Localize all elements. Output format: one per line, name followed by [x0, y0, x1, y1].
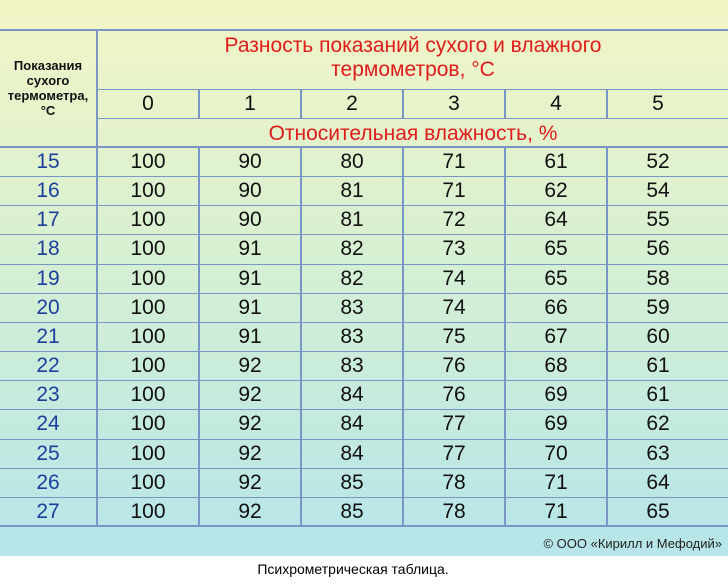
- humidity-cell: 66: [544, 296, 568, 319]
- copyright: © ООО «Кирилл и Мефодий»: [543, 536, 722, 551]
- humidity-cell: 52: [646, 150, 670, 173]
- humidity-cell: 82: [340, 237, 364, 260]
- humidity-cell: 78: [442, 471, 466, 494]
- dry-temp-cell: 17: [36, 208, 60, 231]
- humidity-cell: 77: [442, 412, 466, 435]
- humidity-cell: 61: [646, 354, 670, 377]
- humidity-cell: 100: [130, 150, 166, 173]
- humidity-cell: 80: [340, 150, 364, 173]
- humidity-cell: 91: [238, 267, 262, 290]
- row-header-line: Показания: [13, 58, 83, 73]
- difference-header: 3: [448, 92, 460, 115]
- humidity-cell: 83: [340, 296, 364, 319]
- humidity-cell: 65: [544, 267, 568, 290]
- humidity-cell: 64: [544, 208, 568, 231]
- table-subtitle: Относительная влажность, %: [268, 122, 558, 145]
- humidity-cell: 65: [544, 237, 568, 260]
- humidity-cell: 100: [130, 442, 166, 465]
- humidity-cell: 73: [442, 237, 466, 260]
- humidity-cell: 100: [130, 500, 166, 523]
- humidity-cell: 64: [646, 471, 670, 494]
- difference-header: 4: [550, 92, 562, 115]
- difference-header: 5: [652, 92, 664, 115]
- humidity-cell: 92: [238, 354, 262, 377]
- humidity-cell: 91: [238, 296, 262, 319]
- humidity-cell: 55: [646, 208, 670, 231]
- humidity-cell: 71: [544, 500, 568, 523]
- dry-temp-cell: 16: [36, 179, 60, 202]
- humidity-cell: 83: [340, 354, 364, 377]
- humidity-cell: 85: [340, 471, 364, 494]
- humidity-cell: 90: [238, 179, 262, 202]
- difference-header: 1: [244, 92, 256, 115]
- row-header-line: сухого: [26, 73, 70, 88]
- dry-temp-cell: 24: [36, 412, 60, 435]
- row-header-line: °С: [40, 103, 56, 118]
- humidity-cell: 82: [340, 267, 364, 290]
- humidity-cell: 92: [238, 471, 262, 494]
- humidity-cell: 62: [544, 179, 568, 202]
- humidity-cell: 84: [340, 383, 364, 406]
- dry-temp-cell: 23: [36, 383, 60, 406]
- row-header: [0, 58, 96, 118]
- humidity-cell: 92: [238, 412, 262, 435]
- humidity-cell: 71: [442, 179, 466, 202]
- humidity-cell: 61: [646, 383, 670, 406]
- humidity-cell: 69: [544, 383, 568, 406]
- difference-header: 2: [346, 92, 358, 115]
- humidity-cell: 67: [544, 325, 568, 348]
- humidity-cell: 71: [544, 471, 568, 494]
- title-line: Разность показаний сухого и влажного: [224, 34, 602, 57]
- humidity-cell: 90: [238, 208, 262, 231]
- humidity-cell: 92: [238, 500, 262, 523]
- dry-temp-cell: 15: [36, 150, 60, 173]
- humidity-cell: 100: [130, 325, 166, 348]
- humidity-cell: 75: [442, 325, 466, 348]
- dry-temp-cell: 18: [36, 237, 60, 260]
- title-line: термометров, °С: [331, 58, 495, 81]
- humidity-cell: 74: [442, 296, 466, 319]
- humidity-cell: 62: [646, 412, 670, 435]
- humidity-cell: 92: [238, 442, 262, 465]
- humidity-cell: 63: [646, 442, 670, 465]
- humidity-cell: 60: [646, 325, 670, 348]
- dry-temp-cell: 19: [36, 267, 60, 290]
- difference-header: 0: [142, 92, 154, 115]
- humidity-cell: 74: [442, 267, 466, 290]
- humidity-cell: 56: [646, 237, 670, 260]
- humidity-cell: 91: [238, 237, 262, 260]
- humidity-cell: 72: [442, 208, 466, 231]
- humidity-cell: 85: [340, 500, 364, 523]
- dry-temp-cell: 26: [36, 471, 60, 494]
- caption: Психрометрическая таблица.: [257, 561, 449, 577]
- humidity-cell: 100: [130, 354, 166, 377]
- humidity-cell: 84: [340, 412, 364, 435]
- humidity-cell: 100: [130, 179, 166, 202]
- humidity-cell: 91: [238, 325, 262, 348]
- row-header-line: термометра,: [7, 88, 89, 103]
- humidity-cell: 100: [130, 208, 166, 231]
- dry-temp-cell: 22: [36, 354, 60, 377]
- humidity-cell: 61: [544, 150, 568, 173]
- humidity-cell: 90: [238, 150, 262, 173]
- dry-temp-cell: 25: [36, 442, 60, 465]
- humidity-cell: 71: [442, 150, 466, 173]
- dry-temp-cell: 27: [36, 500, 60, 523]
- humidity-cell: 84: [340, 442, 364, 465]
- table-title: [98, 34, 728, 82]
- humidity-cell: 100: [130, 296, 166, 319]
- humidity-cell: 65: [646, 500, 670, 523]
- humidity-cell: 78: [442, 500, 466, 523]
- humidity-cell: 100: [130, 267, 166, 290]
- humidity-cell: 58: [646, 267, 670, 290]
- humidity-cell: 68: [544, 354, 568, 377]
- humidity-cell: 76: [442, 354, 466, 377]
- humidity-cell: 76: [442, 383, 466, 406]
- dry-temp-cell: 20: [36, 296, 60, 319]
- humidity-cell: 81: [340, 208, 364, 231]
- humidity-cell: 100: [130, 383, 166, 406]
- humidity-cell: 100: [130, 237, 166, 260]
- humidity-cell: 92: [238, 383, 262, 406]
- humidity-cell: 70: [544, 442, 568, 465]
- dry-temp-cell: 21: [36, 325, 60, 348]
- header-divider: [98, 118, 728, 119]
- humidity-cell: 54: [646, 179, 670, 202]
- humidity-cell: 83: [340, 325, 364, 348]
- humidity-cell: 69: [544, 412, 568, 435]
- humidity-cell: 81: [340, 179, 364, 202]
- humidity-cell: 59: [646, 296, 670, 319]
- humidity-cell: 100: [130, 412, 166, 435]
- humidity-cell: 100: [130, 471, 166, 494]
- table-top-border: [0, 29, 728, 31]
- humidity-cell: 77: [442, 442, 466, 465]
